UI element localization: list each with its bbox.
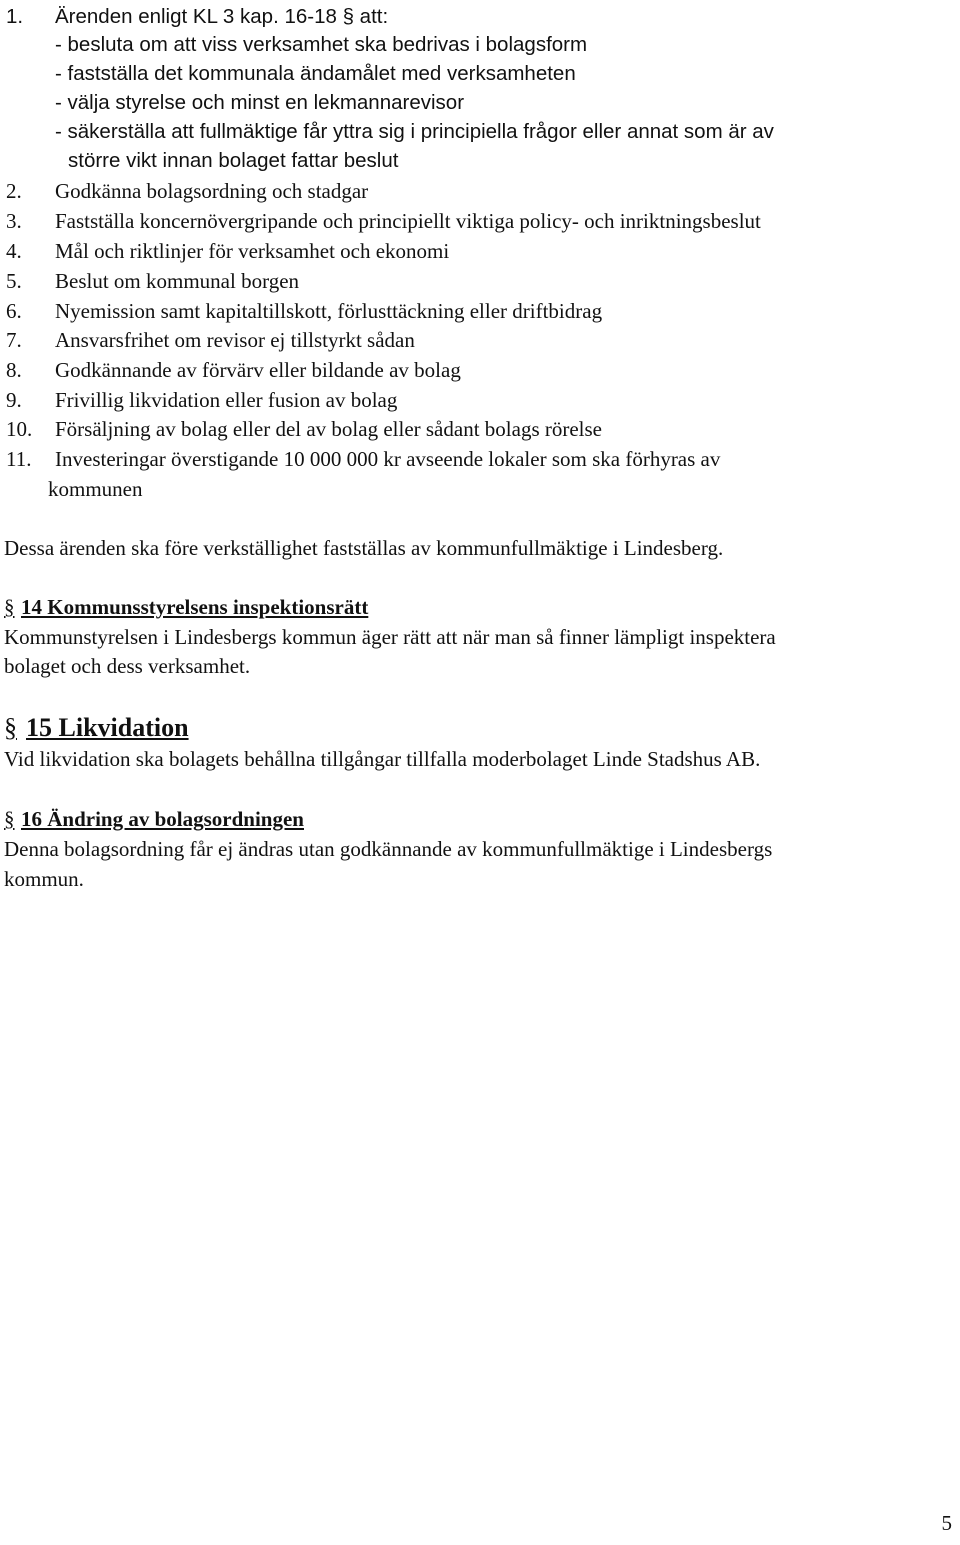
section-body-line: Vid likvidation ska bolagets behållna tillgångar tillfalla moderbolaget Linde Stadshus AB. xyxy=(4,747,761,771)
section-title: 16 Ändring av bolagsordningen xyxy=(21,807,304,831)
list-item xyxy=(0,176,960,206)
section-heading-14 xyxy=(4,592,368,622)
list-item xyxy=(0,385,960,415)
list-text: Investeringar överstigande 10 000 000 kr avseende lokaler som ska förhyras av xyxy=(55,447,721,471)
section-heading-16 xyxy=(4,804,304,834)
list-text: Ärenden enligt KL 3 kap. 16-18 § att: xyxy=(55,5,389,28)
list-text: Försäljning av bolag eller del av bolag eller sådant bolags rörelse xyxy=(55,417,602,441)
section-symbol: § xyxy=(4,595,15,619)
list-text: Frivillig likvidation eller fusion av bolag xyxy=(55,388,398,412)
section-body-line: Kommunstyrelsen i Lindesbergs kommun äger rätt att när man så finner lämpligt inspektera xyxy=(4,625,776,649)
list-item xyxy=(0,355,960,385)
list-item xyxy=(0,206,960,236)
list-number: 4. xyxy=(6,239,22,263)
list-text: Nyemission samt kapitaltillskott, förlusttäckning eller driftbidrag xyxy=(55,299,603,323)
bullet-line: - besluta om att viss verksamhet ska bedrivas i bolagsform xyxy=(55,33,588,56)
bullet-line: - välja styrelse och minst en lekmannarevisor xyxy=(55,91,465,114)
list-number: 10. xyxy=(6,417,33,441)
section-heading-15 xyxy=(4,710,189,746)
list-item xyxy=(0,296,960,326)
list-text: Godkännande av förvärv eller bildande av bolag xyxy=(55,358,461,382)
list-item-1 xyxy=(0,2,960,32)
section-body-line: kommun. xyxy=(4,867,84,891)
list-number: 6. xyxy=(6,299,22,323)
section-title: 15 Likvidation xyxy=(26,713,189,742)
list-number: 11. xyxy=(6,447,32,471)
list-number: 9. xyxy=(6,388,22,412)
page-number: 5 xyxy=(941,1511,952,1535)
list-text: Fastställa koncernövergripande och principiellt viktiga policy- och inriktningsbeslut xyxy=(55,209,761,233)
list-item xyxy=(0,414,960,444)
list-number: 1. xyxy=(6,5,24,28)
paragraph: Dessa ärenden ska före verkställighet fastställas av kommunfullmäktige i Lindesberg. xyxy=(4,536,724,560)
section-body-line: Denna bolagsordning får ej ändras utan godkännande av kommunfullmäktige i Lindesbergs xyxy=(4,837,773,861)
list-text: Mål och riktlinjer för verksamhet och ekonomi xyxy=(55,239,450,263)
list-number: 2. xyxy=(6,179,22,203)
list-item xyxy=(0,444,960,474)
list-text: Godkänna bolagsordning och stadgar xyxy=(55,179,369,203)
section-symbol: § xyxy=(4,713,17,742)
list-item xyxy=(0,266,960,296)
list-number: 5. xyxy=(6,269,22,293)
bullet-line: - säkerställa att fullmäktige får yttra sig i principiella frågor eller annat som är av xyxy=(55,120,774,143)
list-item xyxy=(0,236,960,266)
section-body-line: bolaget och dess verksamhet. xyxy=(4,654,251,678)
list-item-continuation: kommunen xyxy=(48,477,143,501)
list-text: Ansvarsfrihet om revisor ej tillstyrkt sådan xyxy=(55,328,415,352)
list-item xyxy=(0,325,960,355)
bullet-line: - fastställa det kommunala ändamålet med verksamheten xyxy=(55,62,576,85)
list-number: 8. xyxy=(6,358,22,382)
list-number: 3. xyxy=(6,209,22,233)
bullet-line-continuation: större vikt innan bolaget fattar beslut xyxy=(68,149,399,172)
section-title: 14 Kommunsstyrelsens inspektionsrätt xyxy=(21,595,369,619)
list-text: Beslut om kommunal borgen xyxy=(55,269,300,293)
list-number: 7. xyxy=(6,328,22,352)
section-symbol: § xyxy=(4,807,15,831)
